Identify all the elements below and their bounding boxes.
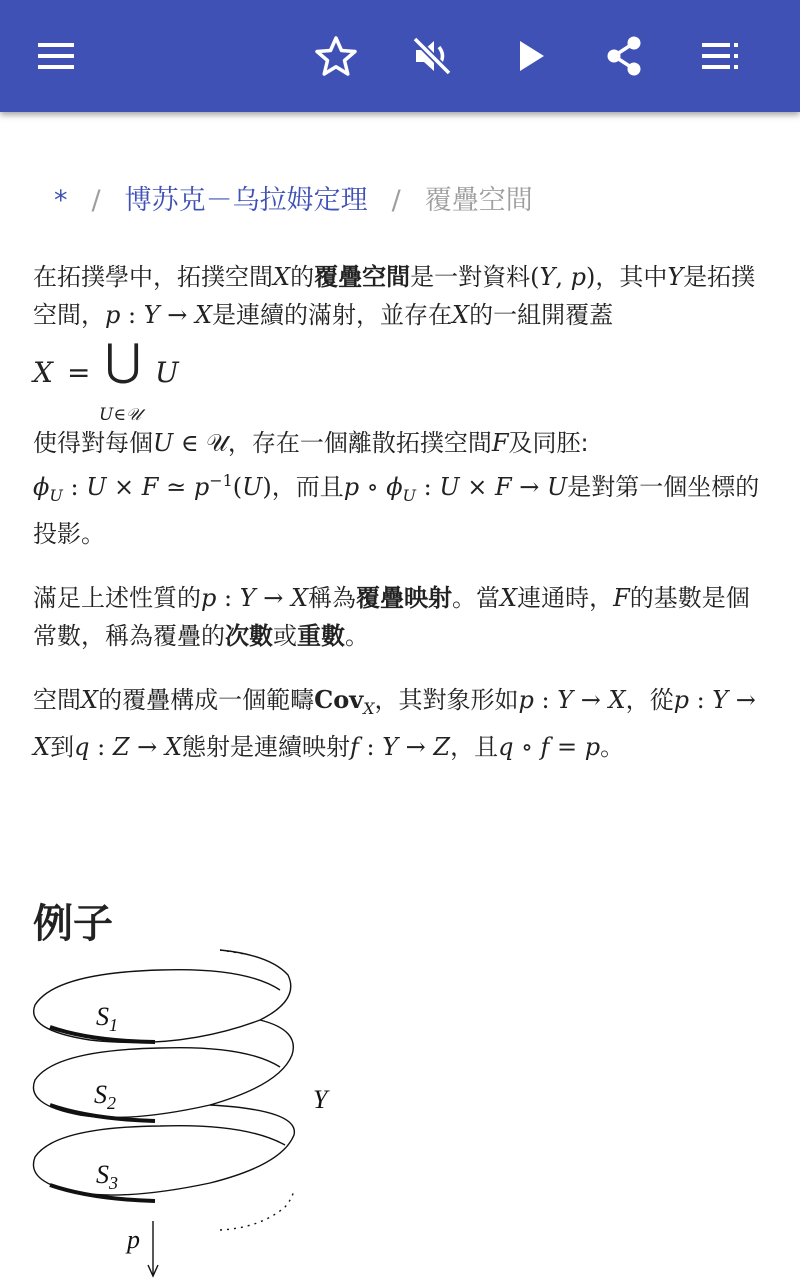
list-icon: [700, 40, 740, 72]
share-icon: [602, 34, 646, 78]
breadcrumb: [54, 178, 533, 217]
formula-union: X = ⋃ U U∈𝒰: [33, 335, 179, 425]
svg-text:S3: $S_3$: [96, 1160, 118, 1193]
article-body: [33, 258, 773, 792]
paragraph-local-triviality: 使得對每個U ∈ 𝒰，存在一個離散拓撲空間F及同胚: $\phi_U$ : U × F ≃ $p^{-1}(U)$，而且p ∘ $\phi_U$ : U × F → U是對第一個坐標的投影。: [33, 429, 760, 548]
bookmark-button[interactable]: [308, 28, 364, 84]
breadcrumb-separator: /: [391, 185, 401, 216]
svg-text:Y: Y: [313, 1085, 328, 1114]
star-icon: [314, 34, 358, 78]
menu-icon: [36, 40, 76, 72]
paragraph-category: 空間X的覆疊構成一個範疇Cov$_X$，其對象形如p : Y → X，從p : Y → X到q : Z → X態射是連續映射f : Y → Z，且q ∘ f = p。: [33, 684, 756, 761]
breadcrumb-separator: /: [91, 185, 101, 216]
share-button[interactable]: [596, 28, 652, 84]
contents-button[interactable]: [692, 28, 748, 84]
paragraph-definition: 在拓撲學中，拓撲空間X的覆疊空間是一對資料(Y, p)，其中Y是拓撲空間，p : Y → X是連續的滿射，並存在X的一組開覆蓋: [33, 263, 756, 329]
app-toolbar: [0, 0, 800, 112]
breadcrumb-parent[interactable]: 博苏克－乌拉姆定理: [124, 185, 368, 216]
paragraph-covering-map: 滿足上述性質的p : Y → X稱為覆疊映射。當X連通時，F的基數是個常數，稱為覆疊的次數或重數。: [33, 583, 750, 650]
section-heading-examples: 例子: [33, 901, 113, 947]
svg-text:S2: $S_2$: [94, 1080, 116, 1113]
play-icon: [510, 36, 550, 76]
play-button[interactable]: [502, 28, 558, 84]
svg-text:p: p: [127, 1225, 140, 1254]
breadcrumb-current: 覆疊空間: [424, 185, 533, 216]
breadcrumb-home[interactable]: *: [54, 185, 68, 216]
mute-button[interactable]: [404, 28, 460, 84]
helix-covering-figure[interactable]: [30, 945, 370, 1284]
menu-button[interactable]: [28, 28, 84, 84]
term-covering-space: 覆疊空間: [314, 263, 411, 291]
mute-icon: [410, 34, 454, 78]
svg-text:S1: $S_1$: [96, 1002, 118, 1035]
